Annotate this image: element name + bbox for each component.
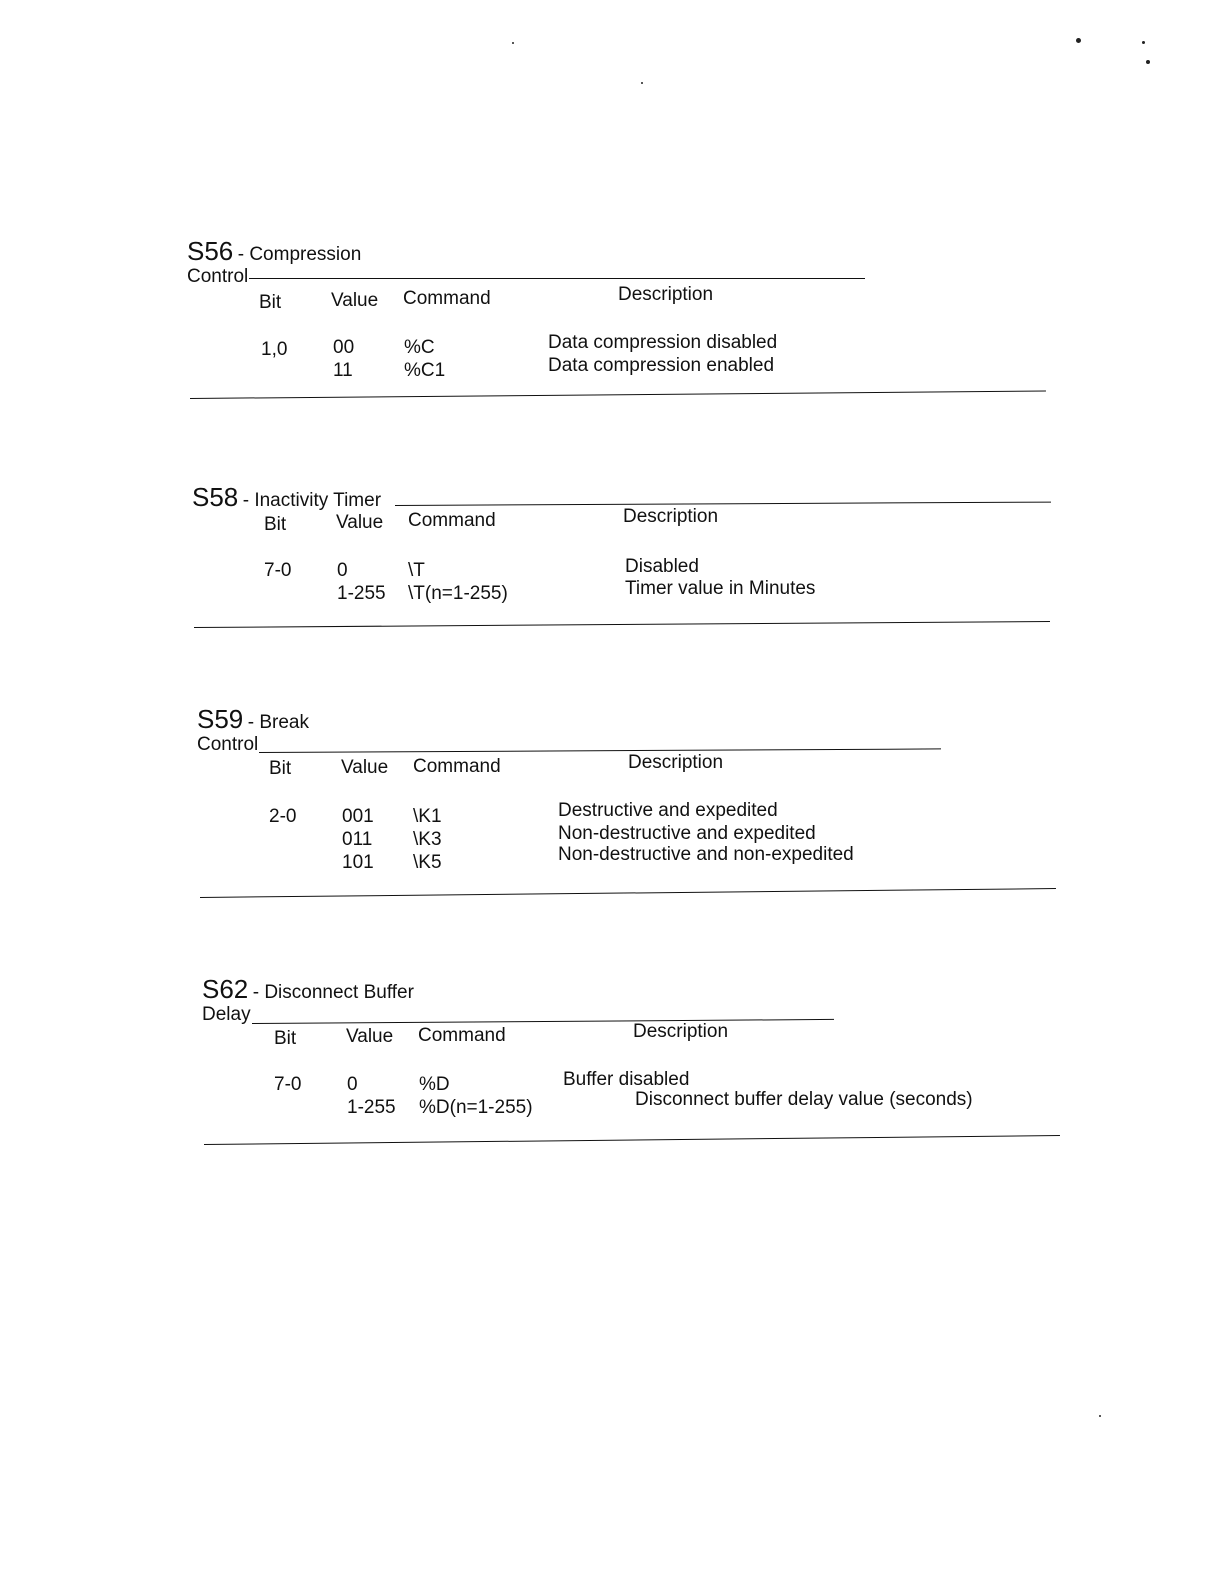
register-title: - Disconnect Buffer (252, 982, 414, 1003)
command-cell: \K1 (413, 806, 442, 827)
register-code: S62 (202, 974, 249, 1004)
scan-speck (1099, 1415, 1101, 1417)
command-cell: \T (408, 560, 425, 581)
column-header-bit: Bit (264, 514, 287, 535)
description-cell: Timer value in Minutes (625, 578, 816, 599)
value-cell: 11 (333, 360, 353, 381)
command-cell: \K5 (413, 852, 442, 873)
column-header-command: Command (403, 288, 491, 309)
command-cell: %D(n=1-255) (419, 1097, 533, 1118)
footer-rule (204, 1135, 1060, 1145)
column-header-description: Description (623, 506, 719, 527)
register-code: S56 (187, 236, 234, 266)
register-title-continued: Control (187, 266, 249, 287)
value-cell: 0 (347, 1074, 358, 1095)
column-header-command: Command (418, 1025, 506, 1046)
register-title-continued: Control (197, 734, 259, 755)
bit-range: 1,0 (261, 339, 288, 360)
command-cell: \T(n=1-255) (408, 583, 508, 604)
column-header-bit: Bit (269, 758, 292, 779)
description-cell: Data compression enabled (548, 355, 775, 376)
section-title (197, 704, 309, 735)
value-cell: 001 (342, 806, 374, 827)
column-header-value: Value (346, 1026, 394, 1047)
column-header-value: Value (331, 290, 379, 311)
scan-speck (1146, 60, 1150, 64)
register-title: - Inactivity Timer (242, 490, 382, 511)
scan-speck (512, 42, 514, 44)
column-header-value: Value (341, 757, 389, 778)
command-cell: %D (419, 1074, 450, 1095)
section-title (187, 236, 361, 267)
column-header-description: Description (618, 284, 714, 305)
bit-range: 7-0 (274, 1074, 302, 1095)
value-cell: 1-255 (337, 583, 386, 604)
register-title: - Compression (237, 244, 362, 265)
value-cell: 00 (333, 337, 355, 358)
command-cell: \K3 (413, 829, 442, 850)
header-rule (252, 1019, 834, 1024)
value-cell: 1-255 (347, 1097, 396, 1118)
description-cell: Destructive and expedited (558, 800, 778, 821)
footer-rule (200, 888, 1056, 898)
footer-rule (194, 621, 1050, 628)
scan-speck (1142, 41, 1145, 44)
command-cell: %C1 (404, 360, 446, 381)
value-cell: 0 (337, 560, 348, 581)
header-rule (259, 748, 941, 753)
scan-speck (1076, 38, 1081, 43)
column-header-command: Command (413, 756, 501, 777)
command-cell: %C (404, 337, 435, 358)
column-header-command: Command (408, 510, 496, 531)
description-cell: Non-destructive and expedited (558, 823, 816, 844)
column-header-value: Value (336, 512, 384, 533)
description-cell: Buffer disabled (563, 1069, 690, 1090)
bit-range: 7-0 (264, 560, 292, 581)
description-cell: Disconnect buffer delay value (seconds) (635, 1089, 973, 1110)
section-title (202, 974, 414, 1005)
register-title: - Break (247, 712, 309, 733)
value-cell: 011 (342, 829, 373, 850)
description-cell: Data compression disabled (548, 332, 778, 353)
column-header-bit: Bit (274, 1028, 297, 1049)
column-header-bit: Bit (259, 292, 282, 313)
header-rule (249, 278, 865, 279)
column-header-description: Description (633, 1021, 729, 1042)
register-code: S59 (197, 704, 244, 734)
description-cell: Disabled (625, 556, 699, 577)
scan-speck (641, 82, 643, 84)
register-title-continued: Delay (202, 1004, 251, 1025)
bit-range: 2-0 (269, 806, 297, 827)
register-code: S58 (192, 482, 239, 512)
header-rule (395, 502, 1051, 506)
description-cell: Non-destructive and non-expedited (558, 844, 854, 865)
value-cell: 101 (342, 852, 374, 873)
column-header-description: Description (628, 752, 724, 773)
footer-rule (190, 391, 1046, 399)
section-title (192, 482, 381, 513)
